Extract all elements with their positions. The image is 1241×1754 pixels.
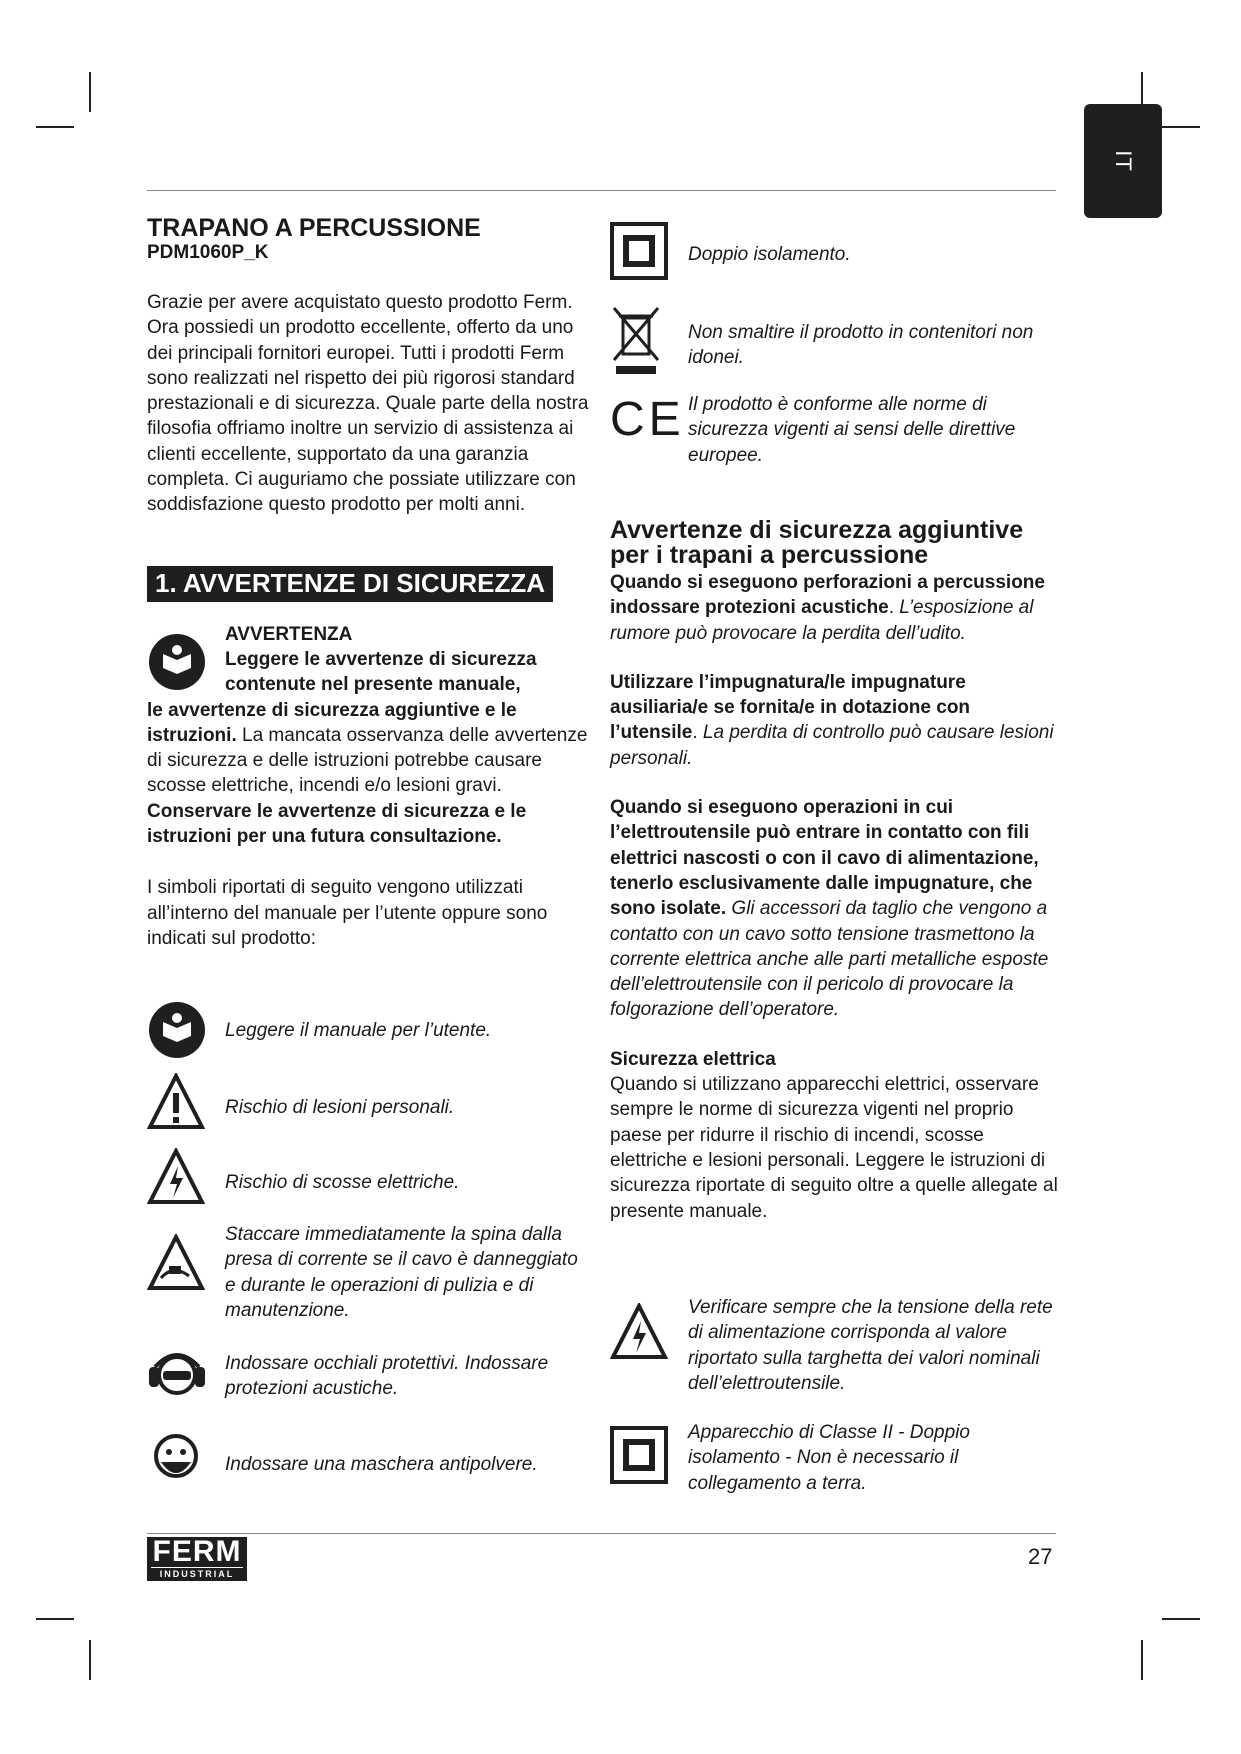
symbol-text: Il prodotto è conforme alle norme di sicurezza vigenti ai sensi delle direttive europee.: [688, 394, 1016, 466]
warning-normal: La mancata osservanza delle avvertenze di sicurezza e delle istruzioni potrebbe causare scosse elettriche, incendi e/o lesioni gravi.: [147, 724, 588, 797]
rule-2-bold: Utilizzare l’impugnatura/le impugnature ausiliaria/e se fornita/e in dotazione con l’utensile: [610, 671, 971, 744]
dust-mask-icon: [147, 1428, 225, 1497]
left-column: [147, 214, 592, 951]
warning-label: AVVERTENZA: [225, 623, 353, 645]
electrical-safety-heading: Sicurezza elettrica: [610, 1048, 776, 1070]
ce-mark-icon: [610, 392, 688, 444]
symbol-text: Indossare una maschera antipolvere.: [225, 1454, 538, 1475]
symbol-text: Apparecchio di Classe II - Doppio isolamento - Non è necessario il collegamento a terra.: [688, 1422, 970, 1494]
weee-bin-icon: [610, 304, 688, 381]
symbol-text: Non smaltire il prodotto in contenitori non idonei.: [688, 322, 1034, 369]
crop-mark: [1141, 1640, 1143, 1680]
symbol-text: Rischio di scosse elettriche.: [225, 1172, 460, 1193]
crop-mark: [36, 1618, 74, 1620]
language-label: IT: [1111, 150, 1136, 172]
rule-2-italic: La perdita di controllo può causare lesioni personali.: [610, 722, 1054, 769]
symbol-text: Leggere il manuale per l’utente.: [225, 1020, 492, 1041]
symbol-row: [147, 1428, 592, 1497]
symbol-row: [147, 1345, 592, 1414]
symbol-row: [147, 1222, 592, 1323]
symbol-row: [610, 304, 1060, 381]
read-manual-icon: [147, 622, 225, 698]
rule-3-bold: Quando si eseguono operazioni in cui l’elettroutensile può entrare in contatto con fili elettrici nascosti o con il cavo di alimentazione, tenerlo esclusivamente dalle impugnature, che sono isolate.: [610, 797, 1039, 920]
symbol-row: [147, 1073, 592, 1136]
warning-block: [147, 622, 592, 850]
symbol-text: Verificare sempre che la tensione della rete di alimentazione corrisponda al valore riportato sulla targhetta dei valori nominali dell’elettroutensile.: [688, 1297, 1053, 1394]
logo-text-top: FERM: [152, 1535, 242, 1568]
eye-ear-protection-icon: [147, 1345, 225, 1414]
crop-mark: [1162, 126, 1200, 128]
model-number: PDM1060P_K: [147, 242, 269, 263]
page-title: TRAPANO A PERCUSSIONE: [147, 214, 481, 242]
symbol-row: [610, 222, 1060, 285]
ce-mark-text: CE: [610, 393, 685, 446]
additional-warnings-heading: Avvertenze di sicurezza aggiuntive per i trapani a percussione: [610, 516, 1024, 569]
rule-1-italic: L’esposizione al rumore può provocare la perdita dell’udito.: [610, 597, 1034, 644]
read-manual-icon: [147, 1000, 225, 1065]
warning-bold-3: Conservare le avvertenze di sicurezza e le istruzioni per una futura consultazione.: [147, 800, 527, 848]
electrical-safety-text: Quando si utilizzano apparecchi elettrici, osservare sempre le norme di sicurezza vigenti nel proprio paese per ridurre il rischio di incendi, scosse elettriche e lesioni personali. Leggere le istruzioni di sicurezza riportate di seguito oltre a quelle allegate al presente manuale.: [610, 1074, 1058, 1222]
symbol-row: [147, 1148, 592, 1211]
rule-1-bold: Quando si eseguono perforazioni a percussione indossare protezioni acustiche: [610, 572, 1045, 619]
electric-shock-icon: [610, 1295, 688, 1366]
symbol-text: Doppio isolamento.: [688, 244, 851, 265]
symbol-row: [610, 1295, 1060, 1396]
crop-mark: [36, 126, 74, 128]
warning-bold-1: Leggere le avvertenze di sicurezza contenute nel presente manuale,: [225, 648, 537, 696]
crop-mark: [1162, 1618, 1200, 1620]
double-insulation-icon: [610, 1420, 688, 1489]
ferm-logo: [147, 1537, 247, 1581]
right-column: [610, 518, 1060, 1224]
rule-1-dot: .: [888, 597, 895, 619]
logo-text-bottom: INDUSTRIAL: [151, 1567, 243, 1580]
rule-2-dot: .: [692, 722, 698, 744]
symbols-intro: I simboli riportati di seguito vengono utilizzati all’interno del manuale per l’utente oppure sono indicati sul prodotto:: [147, 877, 548, 949]
symbol-row: [610, 1420, 1060, 1496]
warning-triangle-icon: [147, 1073, 225, 1136]
page-number: 27: [1028, 1544, 1053, 1569]
language-tab: [1084, 104, 1162, 218]
double-insulation-icon: [610, 222, 688, 285]
unplug-icon: [147, 1222, 225, 1297]
crop-mark: [89, 72, 91, 112]
symbol-row: [147, 1000, 592, 1065]
rule-3-italic: Gli accessori da taglio che vengono a contatto con un cavo sotto tensione trasmettono la corrente elettrica anche alle parti metalliche esposte dell’elettroutensile con il pericolo di provocare la folgorazione dell’operatore.: [610, 898, 1049, 1021]
header-rule: [147, 190, 1056, 191]
symbol-text: Rischio di lesioni personali.: [225, 1097, 455, 1118]
crop-mark: [89, 1640, 91, 1680]
symbol-text: Indossare occhiali protettivi. Indossare protezioni acustiche.: [225, 1353, 549, 1400]
footer-rule: [147, 1533, 1056, 1534]
intro-paragraph: Grazie per avere acquistato questo prodotto Ferm. Ora possiedi un prodotto eccellente, offerto da uno dei principali fornitori europei. Tutti i prodotti Ferm sono realizzati nel rispetto dei più rigorosi standard prestazionali e di sicurezza. Quale parte della nostra filosofia offriamo inoltre un servizio di assistenza ai clienti eccellente, supportato da una garanzia completa. Ci auguriamo che possiate utilizzare con soddisfazione questo prodotto per molti anni.: [147, 292, 589, 516]
electric-shock-icon: [147, 1148, 225, 1211]
section-heading-safety: 1. AVVERTENZE DI SICUREZZA: [147, 566, 553, 602]
symbol-text: Staccare immediatamente la spina dalla presa di corrente se il cavo è danneggiato e durante le operazioni di pulizia e di manutenzione.: [225, 1224, 578, 1321]
symbol-row: [610, 392, 1060, 468]
warning-bold-2: le avvertenze di sicurezza aggiuntive e le istruzioni.: [147, 699, 517, 746]
